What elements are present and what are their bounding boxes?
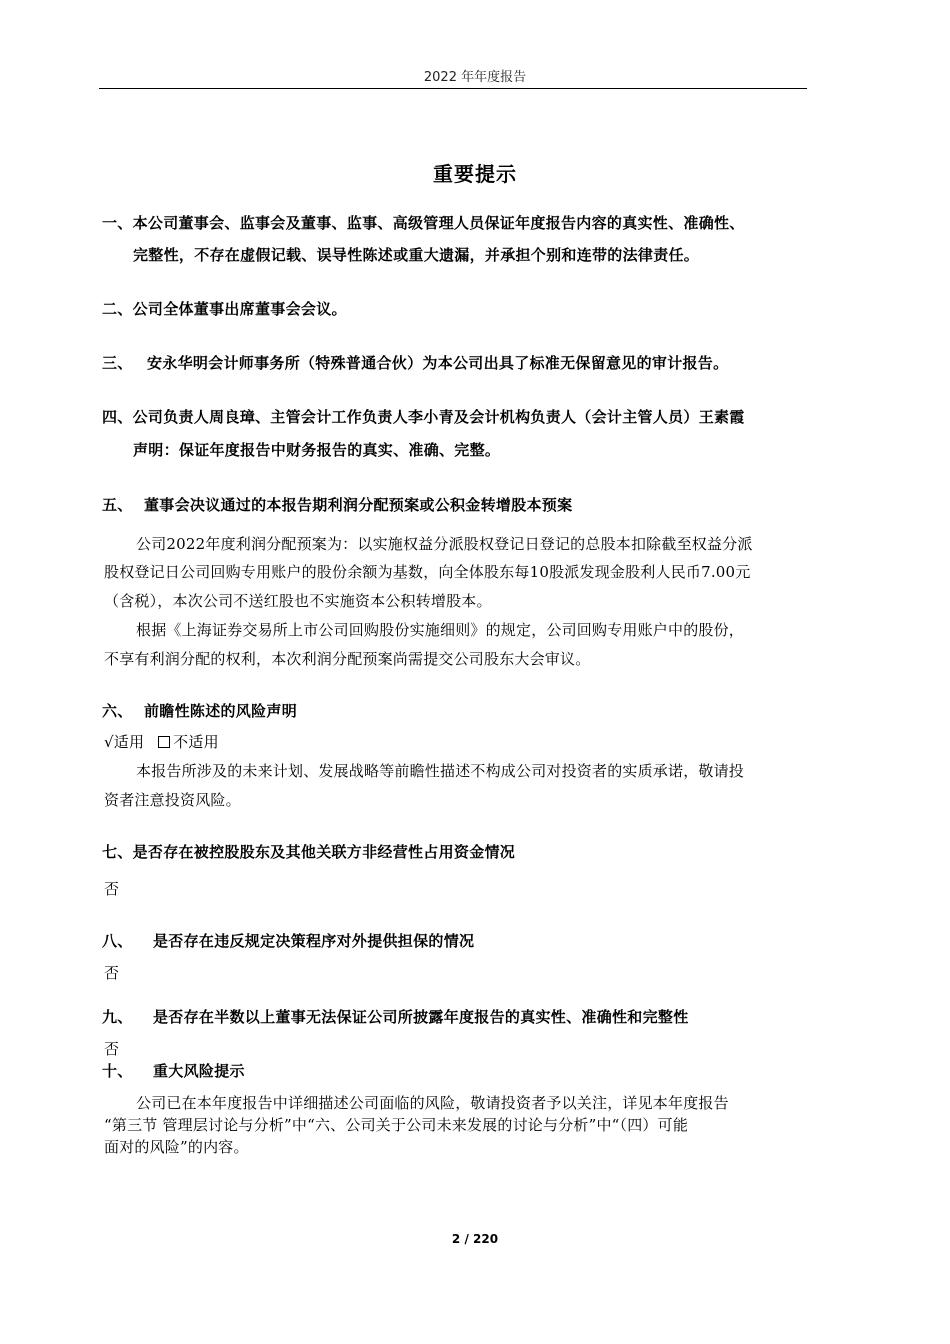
section-5-para-2-line-2: 不享有利润分配的权利，本次利润分配预案尚需提交公司股东大会审议。 — [104, 650, 591, 668]
section-4-line-2: 声明：保证年度报告中财务报告的真实、准确、完整。 — [133, 441, 501, 459]
section-5-para-1-line-3: （含税），本次公司不送红股也不实施资本公积转增股本。 — [104, 592, 492, 610]
section-8-number: 八、 — [102, 932, 133, 950]
section-9-number: 九、 — [102, 1008, 133, 1026]
section-10-para-line-1: 公司已在本年度报告中详细描述公司面临的风险，敬请投资者予以关注，详见本年度报告 — [136, 1094, 729, 1112]
applicability-options — [104, 731, 219, 752]
page-title: 重要提示 — [433, 162, 517, 186]
section-1-line-1: 一、本公司董事会、监事会及董事、监事、高级管理人员保证年度报告内容的真实性、准确性、 — [102, 214, 745, 232]
section-5-para-1-line-1: 公司2022年度利润分配预案为：以实施权益分派股权登记日登记的总股本扣除截至权益分派 — [136, 535, 753, 553]
page-header-title: 2022 年年度报告 — [423, 70, 527, 85]
section-6-para-line-2: 资者注意投资风险。 — [104, 791, 241, 809]
section-7-answer: 否 — [104, 880, 120, 898]
section-6-heading: 前瞻性陈述的风险声明 — [144, 702, 298, 720]
header-divider — [99, 88, 807, 89]
section-7-heading: 七、是否存在被控股股东及其他关联方非经营性占用资金情况 — [102, 843, 516, 861]
not-applicable-option: 不适用 — [173, 733, 219, 751]
applicable-option: √适用 — [104, 733, 145, 751]
section-10-para-line-3: 面对的风险”的内容。 — [104, 1138, 249, 1156]
section-3-number: 三、 — [102, 354, 133, 372]
section-10-para-line-2: “第三节 管理层讨论与分析”中“六、公司关于公司未来发展的讨论与分析”中“（四）可能 — [104, 1116, 689, 1134]
section-3-text: 安永华明会计师事务所（特殊普通合伙）为本公司出具了标准无保留意见的审计报告。 — [147, 354, 729, 372]
section-10-number: 十、 — [102, 1062, 133, 1080]
section-9-answer: 否 — [104, 1040, 120, 1058]
section-4-line-1: 四、公司负责人周良璋、主管会计工作负责人李小青及会计机构负责人（会计主管人员）王素霞 — [102, 408, 745, 426]
section-2: 二、公司全体董事出席董事会会议。 — [102, 300, 347, 318]
section-5-para-1-line-2: 股权登记日公司回购专用账户的股份余额为基数，向全体股东每10股派发现金股利人民币7.00元 — [104, 563, 751, 581]
section-8-heading: 是否存在违反规定决策程序对外提供担保的情况 — [153, 932, 475, 950]
section-6-para-line-1: 本报告所涉及的未来计划、发展战略等前瞻性描述不构成公司对投资者的实质承诺，敬请投 — [136, 762, 745, 780]
section-5-para-2-line-1: 根据《上海证券交易所上市公司回购股份实施细则》的规定，公司回购专用账户中的股份， — [136, 621, 745, 639]
section-10-heading: 重大风险提示 — [153, 1062, 245, 1080]
section-5-heading: 董事会决议通过的本报告期利润分配预案或公积金转增股本预案 — [144, 496, 573, 514]
section-5-number: 五、 — [102, 496, 133, 514]
page-number: 2 / 220 — [451, 1232, 499, 1246]
section-9-heading: 是否存在半数以上董事无法保证公司所披露年度报告的真实性、准确性和完整性 — [153, 1008, 689, 1026]
section-8-answer: 否 — [104, 964, 120, 982]
section-1-line-2: 完整性，不存在虚假记载、误导性陈述或重大遗漏，并承担个别和连带的法律责任。 — [133, 246, 700, 264]
checkbox-icon — [158, 736, 170, 748]
section-6-number: 六、 — [102, 702, 133, 720]
